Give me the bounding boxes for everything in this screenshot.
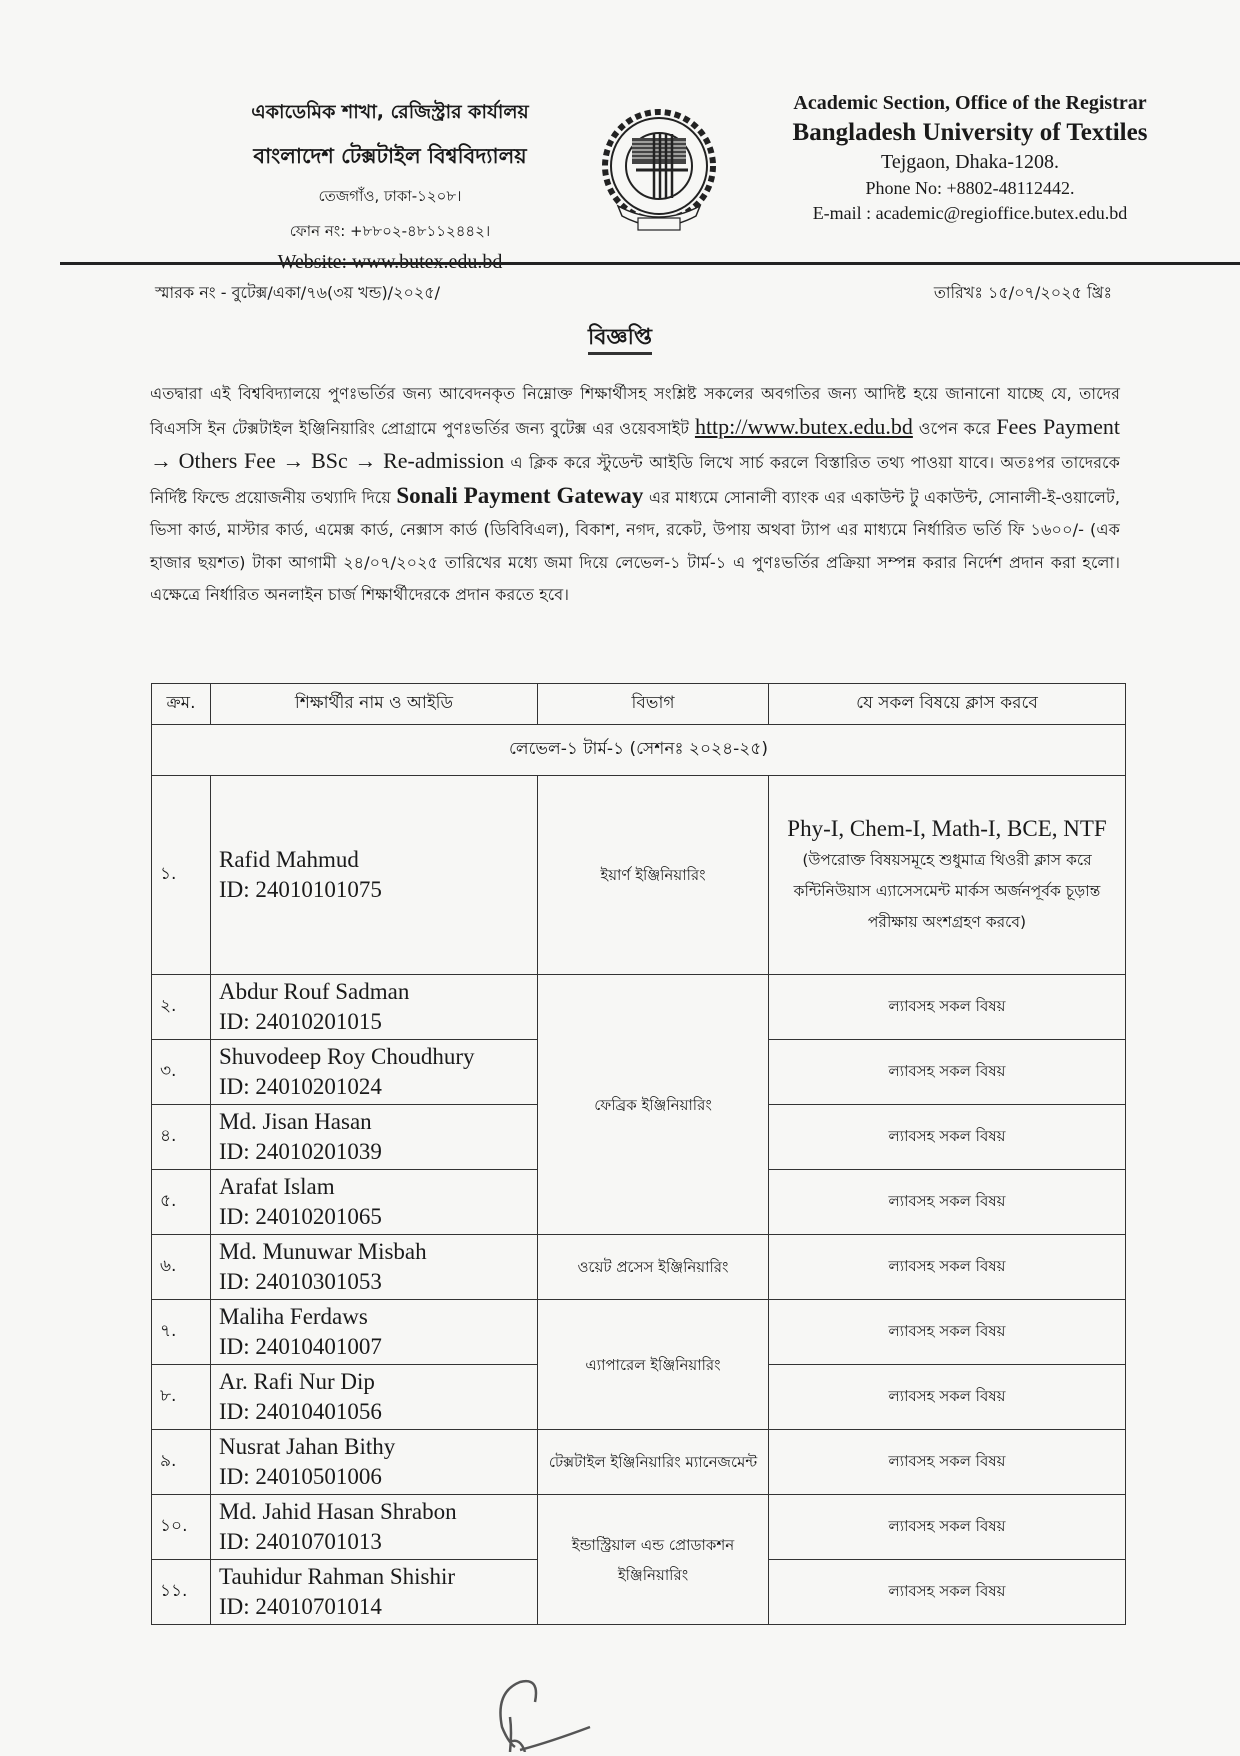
body-part-2: ওপেন করে [918,418,991,438]
student-name: Ar. Rafi Nur Dip [219,1369,375,1394]
student-cell [211,1105,538,1170]
row-serial: ১. [152,776,211,975]
student-id: ID: 24010701014 [219,1594,382,1619]
body-part-4: এর মাধ্যমে সোনালী ব্যাংক এর একাউন্ট টু একাউন্ট, সোনালী-ই-ওয়ালেট, ভিসা কার্ড, মাস্টার কার্ড, এমেক্স কার্ড, নেক্সাস কার্ড (ডিবিবিএল), বিকাশ, নগদ, রকেট, উপায় অথবা ট্যাপ এর মাধ্যমে নির্ধারিত ভর্তি ফি ১৬০০/- (এক হাজার ছয়শত) টাকা আগামী ২৪/০৭/২০২৫ তারিখের মধ্যে জমা দিয়ে লেভেল-১ টার্ম-১ এ পুণঃভর্তির প্রক্রিয়া সম্পন্ন করার নির্দেশ প্রদান করা হলো। এক্ষেত্রে নির্ধারিত অনলাইন চার্জ শিক্ষার্থীদেরকে প্রদান করতে হবে। [150,487,1120,604]
phone-en: Phone No: +8802-48112442. [865,178,1075,198]
university-name-en: Bangladesh University of Textiles [792,119,1148,146]
readmission-table [151,683,1126,1625]
university-seal-icon [596,106,722,232]
department: ইন্ডাস্ট্রিয়াল এন্ড প্রোডাকশন ইঞ্জিনিয়ারিং [538,1495,769,1625]
student-cell [211,1430,538,1495]
address-bn: তেজগাঁও, ঢাকা-১২০৮। [318,187,462,205]
subjects: ল্যাবসহ সকল বিষয় [769,1300,1126,1365]
header-english [760,92,1180,224]
table-row [152,1430,1126,1495]
row-serial: ৪. [152,1105,211,1170]
payment-path: Fees Payment → Others Fee → BSc → Re-admission [150,413,1120,473]
table-row [152,975,1126,1040]
student-id: ID: 24010201024 [219,1074,382,1099]
student-name: Tauhidur Rahman Shishir [219,1564,456,1589]
student-id: ID: 24010701013 [219,1529,382,1554]
student-name: Rafid Mahmud [219,847,359,872]
student-id: ID: 24010401056 [219,1399,382,1424]
department: ওয়েট প্রসেস ইঞ্জিনিয়ারিং [538,1235,769,1300]
header-name-id: শিক্ষার্থীর নাম ও আইডি [211,684,538,725]
student-name: Maliha Ferdaws [219,1304,368,1329]
student-name: Md. Munuwar Misbah [219,1239,427,1264]
session-row [152,725,1126,776]
table-row [152,1495,1126,1560]
row-serial: ৯. [152,1430,211,1495]
student-cell [211,975,538,1040]
student-id: ID: 24010301053 [219,1269,382,1294]
student-name: Abdur Rouf Sadman [219,979,410,1004]
header-department: বিভাগ [538,684,769,725]
subject-note: (উপরোক্ত বিষয়সমূহে শুধুমাত্র থিওরী ক্লাস করে কন্টিনিউয়াস এ্যাসেসমেন্ট মার্কস অর্জনপূর্বক চূড়ান্ত পরীক্ষায় অংশগ্রহণ করবে) [793,850,1101,931]
row-serial: ৫. [152,1170,211,1235]
department: ইয়ার্ণ ইঞ্জিনিয়ারিং [538,776,769,975]
student-name: Shuvodeep Roy Choudhury [219,1044,475,1069]
student-name: Md. Jahid Hasan Shrabon [219,1499,457,1524]
subjects: ল্যাবসহ সকল বিষয় [769,1495,1126,1560]
office-name-en: Academic Section, Office of the Registrar [793,92,1147,114]
subjects [769,776,1126,975]
subjects: ল্যাবসহ সকল বিষয় [769,975,1126,1040]
subjects: ল্যাবসহ সকল বিষয় [769,1235,1126,1300]
student-cell [211,1365,538,1430]
subjects: ল্যাবসহ সকল বিষয় [769,1170,1126,1235]
website-link[interactable]: http://www.butex.edu.bd [694,413,913,439]
row-serial: ১১. [152,1560,211,1625]
subjects: ল্যাবসহ সকল বিষয় [769,1365,1126,1430]
session-label: লেভেল-১ টার্ম-১ (সেশনঃ ২০২৪-২৫) [152,725,1126,776]
row-serial: ৬. [152,1235,211,1300]
row-serial: ৭. [152,1300,211,1365]
notice-title-text: বিজ্ঞপ্তি [588,325,652,355]
subjects: ল্যাবসহ সকল বিষয় [769,1430,1126,1495]
subjects: ল্যাবসহ সকল বিষয় [769,1105,1126,1170]
department: টেক্সটাইল ইঞ্জিনিয়ারিং ম্যানেজমেন্ট [538,1430,769,1495]
student-cell [211,1495,538,1560]
email-en: E-mail : academic@regioffice.butex.edu.bd [812,203,1128,223]
student-cell [211,1235,538,1300]
student-cell [211,1170,538,1235]
student-id: ID: 24010101075 [219,877,382,902]
student-name: Arafat Islam [219,1174,335,1199]
row-serial: ৮. [152,1365,211,1430]
table-row [152,1300,1126,1365]
student-cell [211,1300,538,1365]
handwritten-signature-icon [460,1672,610,1752]
table-row [152,1235,1126,1300]
student-name: Md. Jisan Hasan [219,1109,372,1134]
student-cell [211,1040,538,1105]
row-serial: ৩. [152,1040,211,1105]
office-name-bn: একাডেমিক শাখা, রেজিস্ট্রার কার্যালয় [251,101,529,123]
subject-courses: Phy-I, Chem-I, Math-I, BCE, NTF [787,815,1107,841]
body-part-1: এতদ্বারা এই বিশ্ববিদ্যালয়ে পুণঃভর্তির জন্য আবেদনকৃত নিম্নোক্ত শিক্ষার্থীসহ সংশ্লিষ্ট সকলের অবগতির জন্য আদিষ্ট হয়ে জানানো যাচ্ছে যে, তাদের বিএসসি ইন টেক্সটাইল ইঞ্জিনিয়ারিং প্রোগ্রামে পুণঃভর্তির জন্য বুটেক্স এর ওয়েবসাইট [150,384,1120,438]
student-id: ID: 24010201039 [219,1139,382,1164]
phone-bn: ফোন নং: +৮৮০২-৪৮১১২৪৪২। [289,222,491,240]
body-part-3: এ ক্লিক করে স্টুডেন্ট আইডি লিখে সার্চ করলে বিস্তারিত তথ্য পাওয়া যাবে। অতঃপর তাদেরকে নির্দিষ্ট ফিল্ডে প্রয়োজনীয় তথ্যাদি দিয়ে [150,453,1120,507]
header-divider [60,262,1240,265]
student-id: ID: 24010401007 [219,1334,382,1359]
subjects: ল্যাবসহ সকল বিষয় [769,1040,1126,1105]
student-id: ID: 24010501006 [219,1464,382,1489]
address-en: Tejgaon, Dhaka-1208. [881,151,1059,173]
header-serial: ক্রম. [152,684,211,725]
memo-number: স্মারক নং - বুটেক্স/একা/৭৬(৩য় খন্ড)/২০২৫/ [155,283,441,302]
row-serial: ১০. [152,1495,211,1560]
student-cell [211,1560,538,1625]
department: এ্যাপারেল ইঞ্জিনিয়ারিং [538,1300,769,1430]
notice-body [150,378,1120,612]
table-header-row [152,684,1126,725]
student-id: ID: 24010201015 [219,1009,382,1034]
university-name-bn: বাংলাদেশ টেক্সটাইল বিশ্ববিদ্যালয় [253,144,527,168]
student-cell [211,776,538,975]
payment-gateway: Sonali Payment Gateway [396,482,644,508]
subjects: ল্যাবসহ সকল বিষয় [769,1560,1126,1625]
notice-title [0,320,1240,357]
student-id: ID: 24010201065 [219,1204,382,1229]
notice-date: তারিখঃ ১৫/০৭/২০২৫ খ্রিঃ [933,283,1112,302]
row-serial: ২. [152,975,211,1040]
department: ফেব্রিক ইঞ্জিনিয়ারিং [538,975,769,1235]
header-bengali [190,92,590,274]
header-subjects: যে সকল বিষয়ে ক্লাস করবে [769,684,1126,725]
table-row [152,776,1126,975]
student-name: Nusrat Jahan Bithy [219,1434,396,1459]
